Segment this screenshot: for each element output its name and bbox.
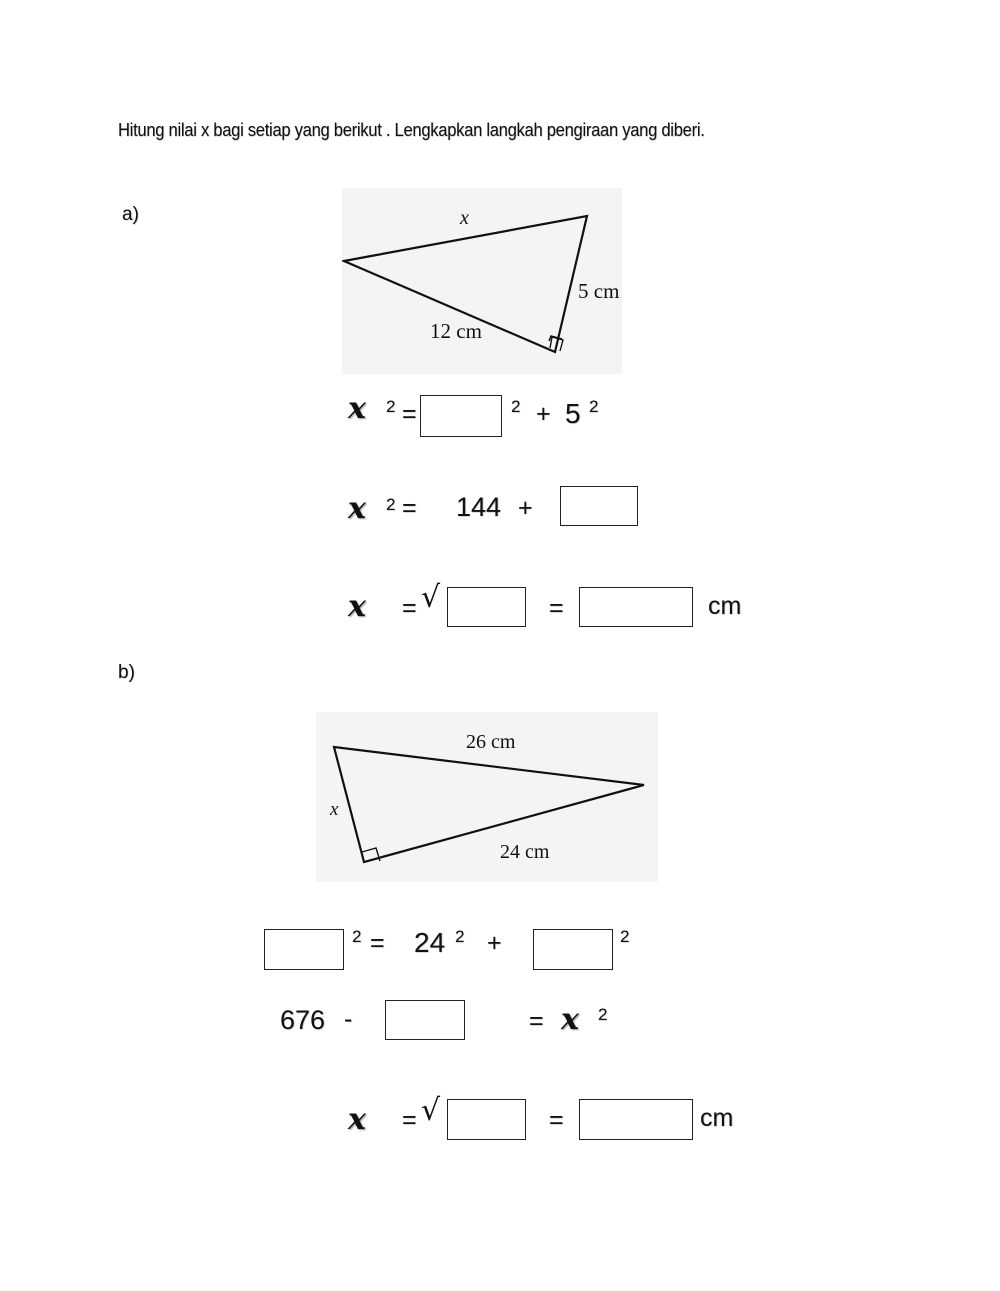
plus-sign: + xyxy=(536,400,551,428)
triangle-b-label-x: x xyxy=(330,799,339,820)
equals-sign: = xyxy=(370,929,385,957)
equals-sign: = xyxy=(402,1106,417,1134)
triangle-a-label-12cm: 12 cm xyxy=(430,319,482,343)
equals-sign: = xyxy=(529,1007,544,1035)
unit-cm: cm xyxy=(708,592,742,620)
variable-x: x xyxy=(348,1102,366,1137)
plus-sign: + xyxy=(487,929,502,957)
instruction-text: Hitung nilai x bagi setiap yang berikut . Lengkapkan langkah pengiraan yang diberi. xyxy=(118,120,705,140)
value-676: 676 xyxy=(280,1005,326,1035)
term-24: 24 xyxy=(414,927,446,958)
triangle-a-label-x: x xyxy=(460,207,469,229)
variable-x: x xyxy=(348,589,366,624)
exponent: 2 xyxy=(386,495,396,514)
variable-x: x xyxy=(348,391,366,426)
equals-sign: = xyxy=(402,494,417,522)
question-b-label: b) xyxy=(118,662,135,683)
triangle-b-label-26cm: 26 cm xyxy=(466,731,516,753)
result-box-a3[interactable] xyxy=(579,587,693,627)
result-box-b3[interactable] xyxy=(579,1099,693,1140)
unit-cm: cm xyxy=(700,1104,734,1132)
sqrt-box-b3[interactable] xyxy=(447,1099,526,1140)
question-a-label: a) xyxy=(122,204,139,225)
triangle-b-label-24cm: 24 cm xyxy=(500,841,550,863)
answer-box-b1-right[interactable] xyxy=(533,929,613,970)
equals-sign: = xyxy=(402,400,417,428)
term-5: 5 xyxy=(565,398,581,429)
answer-box-a1[interactable] xyxy=(420,395,502,437)
sqrt-box-a3[interactable] xyxy=(447,587,526,627)
answer-box-b1-left[interactable] xyxy=(264,929,344,970)
triangle-a-label-5cm: 5 cm xyxy=(578,279,620,303)
triangle-a-figure xyxy=(342,188,622,374)
minus-sign: - xyxy=(344,1005,353,1033)
triangle-b-figure xyxy=(316,712,658,882)
equals-sign: = xyxy=(402,594,417,622)
exponent: 2 xyxy=(386,397,396,416)
plus-sign: + xyxy=(518,494,533,522)
answer-box-b2[interactable] xyxy=(385,1000,465,1040)
exponent: 2 xyxy=(511,397,521,416)
equals-sign: = xyxy=(549,594,564,622)
answer-box-a2[interactable] xyxy=(560,486,638,526)
variable-x: x xyxy=(561,1002,579,1037)
exponent: 2 xyxy=(598,1005,608,1024)
exponent: 2 xyxy=(352,927,362,946)
square-root-icon: √ xyxy=(421,1093,441,1128)
value-144: 144 xyxy=(456,492,502,522)
exponent: 2 xyxy=(455,927,465,946)
exponent: 2 xyxy=(620,927,630,946)
variable-x: x xyxy=(348,491,366,526)
exponent: 2 xyxy=(589,397,599,416)
square-root-icon: √ xyxy=(421,580,441,615)
equals-sign: = xyxy=(549,1106,564,1134)
